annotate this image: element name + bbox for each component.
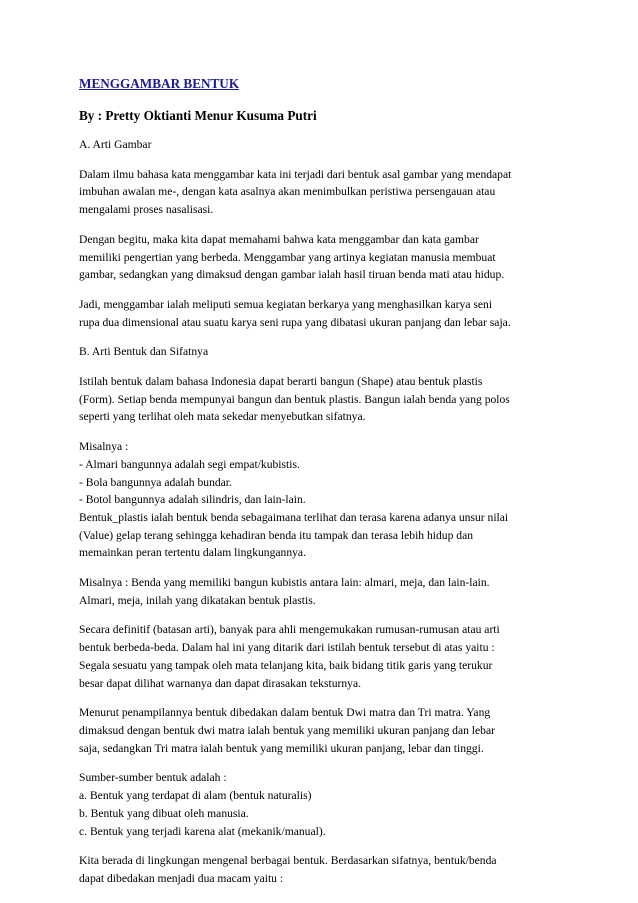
text-line: Dengan begitu, maka kita dapat memahami bahwa kata menggambar dan kata gambar	[79, 232, 479, 246]
text-line: mengalami proses nasalisasi.	[79, 203, 214, 217]
paragraph	[79, 574, 569, 609]
paragraph	[79, 373, 569, 426]
document-page	[79, 76, 569, 888]
paragraph	[79, 296, 569, 331]
text-line: Istilah bentuk dalam bahasa Indonesia dapat berarti bangun (Shape) atau bentuk plastis	[79, 375, 483, 389]
text-line: Bentuk_plastis ialah bentuk benda sebagaimana terlihat dan terasa karena adanya unsur nilai	[79, 510, 509, 524]
text-line: b. Bentuk yang dibuat oleh manusia.	[79, 806, 249, 820]
text-line: memainkan peran tertentu dalam lingkungannya.	[79, 546, 306, 560]
paragraph	[79, 852, 569, 887]
text-line: Misalnya :	[79, 440, 129, 454]
text-line: c. Bentuk yang terjadi karena alat (mekanik/manual).	[79, 824, 326, 838]
text-line: memiliki pengertian yang berbeda. Menggambar yang artinya kegiatan manusia membuat	[79, 250, 496, 264]
text-line: - Botol bangunnya adalah silindris, dan lain-lain.	[79, 493, 306, 507]
text-line: B. Arti Bentuk dan Sifatnya	[79, 345, 209, 359]
text-line: - Almari bangunnya adalah segi empat/kubistis.	[79, 457, 300, 471]
paragraph	[79, 769, 569, 840]
text-line: Jadi, menggambar ialah meliputi semua kegiatan berkarya yang menghasilkan karya seni	[79, 297, 493, 311]
text-line: Kita berada di lingkungan mengenal berbagai bentuk. Berdasarkan sifatnya, bentuk/benda	[79, 854, 497, 868]
text-line: (Form). Setiap benda mempunyai bangun dan bentuk plastis. Bangun ialah benda yang polos	[79, 392, 510, 406]
text-line: Segala sesuatu yang tampak oleh mata telanjang kita, baik bidang titik garis yang terukur	[79, 658, 493, 672]
paragraph	[79, 166, 569, 219]
text-line: saja, sedangkan Tri matra ialah bentuk yang memiliki ukuran panjang, lebar dan tinggi.	[79, 741, 484, 755]
text-line: Sumber-sumber bentuk adalah :	[79, 771, 227, 785]
paragraph	[79, 438, 569, 562]
document-body	[79, 136, 569, 888]
text-line: (Value) gelap terang sehingga kehadiran benda itu tampak dan terasa lebih hidup dan	[79, 528, 474, 542]
document-author: By : Pretty Oktianti Menur Kusuma Putri	[79, 108, 317, 123]
text-line: Menurut penampilannya bentuk dibedakan dalam bentuk Dwi matra dan Tri matra. Yang	[79, 706, 491, 720]
document-title: MENGGAMBAR BENTUK	[79, 76, 240, 91]
text-line: gambar, sedangkan yang dimaksud dengan gambar ialah hasil tiruan benda mati atau hidup.	[79, 268, 505, 282]
text-line: - Bola bangunnya adalah bundar.	[79, 475, 232, 489]
text-line: dimaksud dengan bentuk dwi matra ialah bentuk yang memiliki ukuran panjang dan lebar	[79, 723, 495, 737]
text-line: Secara definitif (batasan arti), banyak para ahli mengemukakan rumusan-rumusan atau arti	[79, 623, 500, 637]
text-line: a. Bentuk yang terdapat di alam (bentuk naturalis)	[79, 789, 312, 803]
text-line: Dalam ilmu bahasa kata menggambar kata ini terjadi dari bentuk asal gambar yang mendapat	[79, 167, 512, 181]
text-line: rupa dua dimensional atau suatu karya seni rupa yang dibatasi ukuran panjang dan lebar saja.	[79, 315, 511, 329]
paragraph	[79, 136, 569, 154]
text-line: seperti yang terlihat oleh mata sekedar menyebutkan sifatnya.	[79, 410, 366, 424]
paragraph	[79, 231, 569, 284]
text-line: bentuk berbeda-beda. Dalam hal ini yang ditarik dari istilah bentuk tersebut di atas yaitu :	[79, 641, 495, 655]
paragraph	[79, 704, 569, 757]
paragraph	[79, 343, 569, 361]
text-line: dapat dibedakan menjadi dua macam yaitu :	[79, 871, 284, 885]
paragraph	[79, 621, 569, 692]
text-line: A. Arti Gambar	[79, 138, 152, 151]
text-line: imbuhan awalan me-, dengan kata asalnya akan menimbulkan peristiwa persengauan atau	[79, 185, 496, 199]
text-line: Misalnya : Benda yang memiliki bangun kubistis antara lain: almari, meja, dan lain-lain.	[79, 576, 490, 590]
text-line: Almari, meja, inilah yang dikatakan bentuk plastis.	[79, 593, 316, 607]
text-line: besar dapat dilihat warnanya dan dapat dirasakan teksturnya.	[79, 676, 362, 690]
